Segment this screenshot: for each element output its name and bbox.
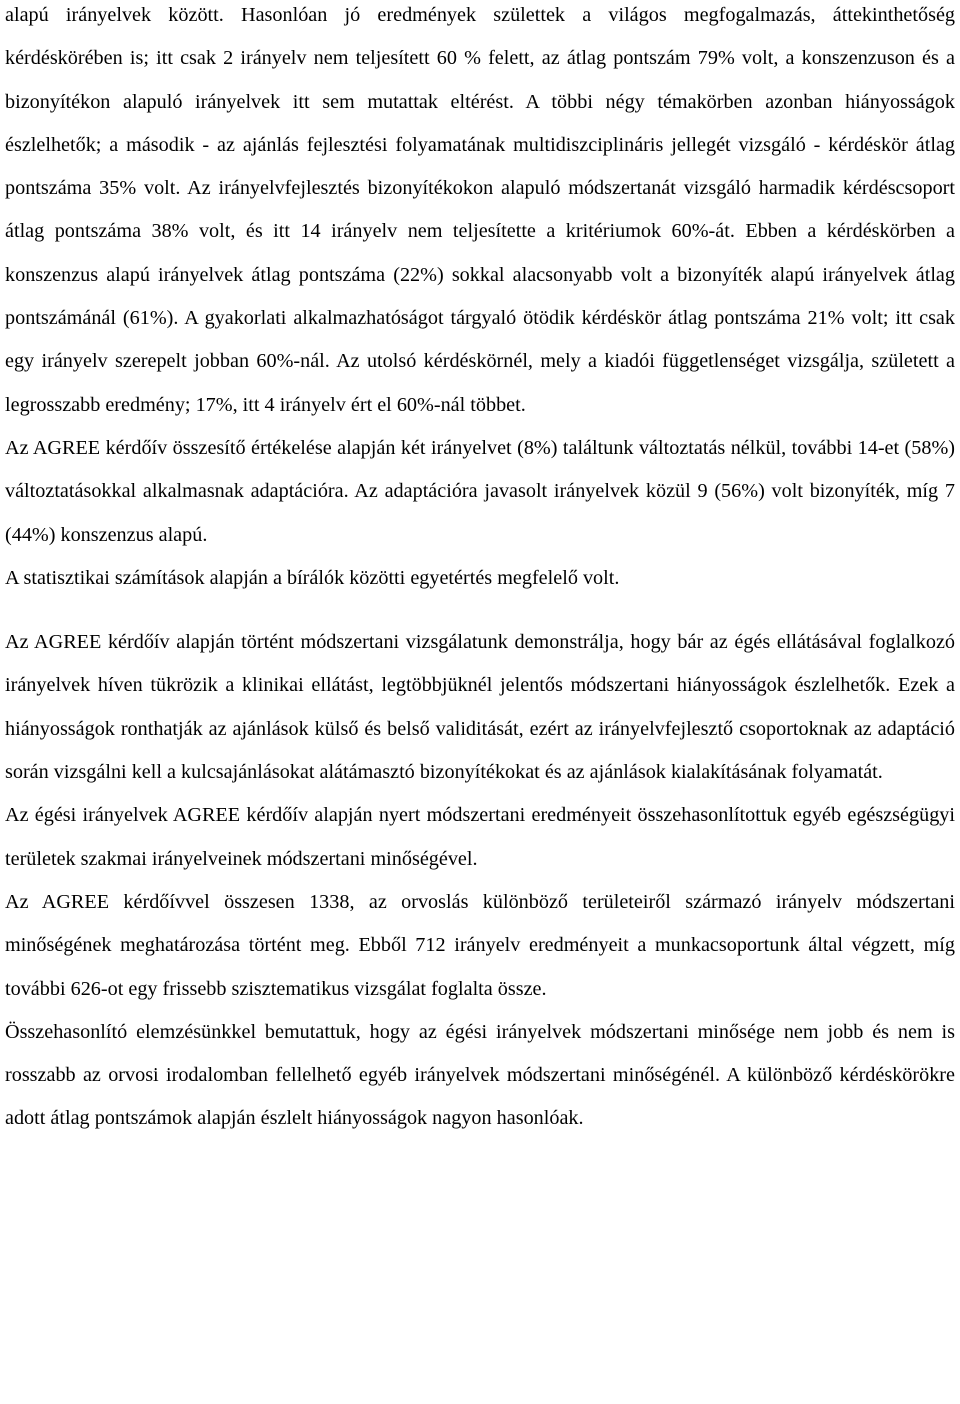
paragraph-discussion: Az AGREE kérdőív alapján történt módszertani vizsgálatunk demonstrálja, hogy bár az égés ellátásával foglalkozó irányelvek híven tükrözik a klinikai ellátást, legtöbbjüknél jelentős módszertani hiányosságok észlelhetők. Ezek a hiányosságok ronthatják az ajánlások külső és belső validitását, ezért az irányelvfejlesztő csoportoknak az adaptáció során vizsgálni kell a kulcsajánlásokat alátámasztó bizonyítékokat és az ajánlások kialakításának folyamatát. (5, 631, 955, 784)
paragraph-agree-total: Az AGREE kérdőívvel összesen 1338, az orvoslás különböző területeiről származó irányelv módszertani minőségének meghatározása történt meg. Ebből 712 irányelv eredményeit a munkacsoportunk által végzett, míg további 626-ot egy frissebb szisztematikus vizsgálat foglalta össze. (5, 890, 955, 1000)
paragraph-comparison-intro: Az égési irányelvek AGREE kérdőív alapján nyert módszertani eredményeit összehasonlítottuk egyéb egészségügyi területek szakmai irányelveinek módszertani minőségével. (5, 804, 955, 870)
document-page (5, 0, 955, 1141)
paragraph-agree-summary: Az AGREE kérdőív összesítő értékelése alapján két irányelvet (8%) találtunk változtatás nélkül, további 14-et (58%) változtatásokkal alkalmasnak adaptációra. Az adaptációra javasolt irányelvek közül 9 (56%) volt bizonyíték, míg 7 (44%) konszenzus alapú. (5, 436, 955, 546)
paragraph-results-continued: alapú irányelvek között. Hasonlóan jó eredmények születtek a világos megfogalmazás, áttekinthetőség kérdéskörében is; itt csak 2 irányelv nem teljesített 60 % felett, az átlag pontszám 79% volt, a konszenzuson és a bizonyítékon alapuló irányelvek itt sem mutattak eltérést. A többi négy témakörben azonban hiányosságok észlelhetők; a második - az ajánlás fejlesztési folyamatának multidiszciplináris jellegét vizsgáló - kérdéskör átlag pontszáma 35% volt. Az irányelvfejlesztés bizonyítékokon alapuló módszertanát vizsgáló harmadik kérdéscsoport átlag pontszáma 38% volt, és itt 14 irányelv nem teljesítette a kritériumok 60%-át. Ebben a kérdéskörben a konszenzus alapú irányelvek átlag pontszáma (22%) sokkal alacsonyabb volt a bizonyíték alapú irányelvek átlag pontszámánál (61%). A gyakorlati alkalmazhatóságot tárgyaló ötödik kérdéskör átlag pontszáma 21% volt; itt csak egy irányelv szerepelt jobban 60%-nál. Az utolsó kérdéskörnél, mely a kiadói függetlenséget vizsgálja, született a legrosszabb eredmény; 17%, itt 4 irányelv ért el 60%-nál többet. (5, 4, 955, 416)
paragraph-conclusion: Összehasonlító elemzésünkkel bemutattuk, hogy az égési irányelvek módszertani minősége nem jobb és nem is rosszabb az orvosi irodalomban fellelhető egyéb irányelvek módszertani minőségénél. A különböző kérdéskörökre adott átlag pontszámok alapján észlelt hiányosságok nagyon hasonlóak. (5, 1020, 955, 1130)
paragraph-statistics: A statisztikai számítások alapján a bírálók közötti egyetértés megfelelő volt. (5, 566, 620, 589)
